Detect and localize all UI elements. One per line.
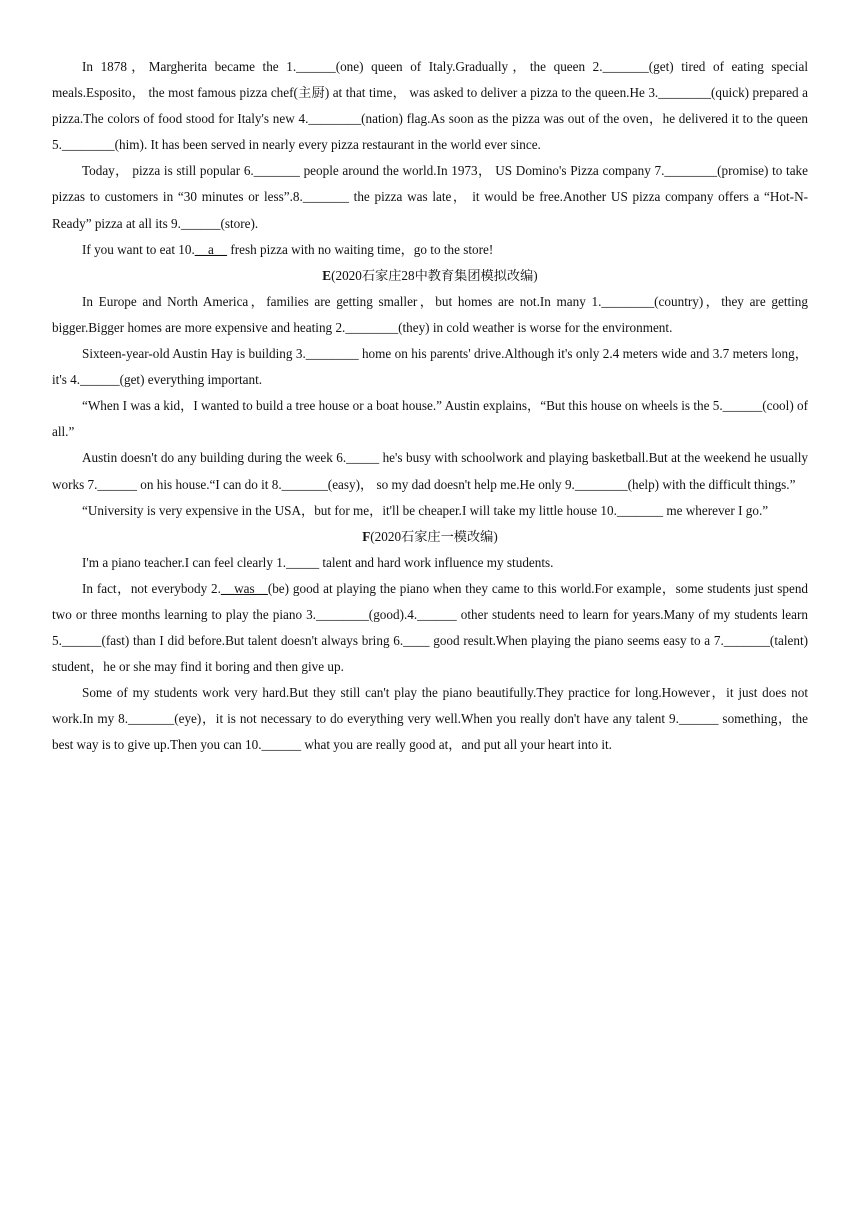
passage-e-letter: E — [322, 267, 332, 283]
passage-e-paragraph-5: “University is very expensive in the USA，but for me，it'll be cheaper.I will take my little house 10._______ me wherever I go.” — [82, 502, 769, 518]
passage-f-paragraph-2 — [52, 576, 808, 680]
passage-e-heading — [52, 263, 808, 289]
passage-e-paragraph-4: Austin doesn't do any building during the week 6._____ he's busy with schoolwork and playing basketball.But at the weekend he usually works 7.______ on his house.“I can do it 8._______(easy)， so my dad doesn't help me.He only 9.________(help) with the difficult things.” — [52, 450, 808, 492]
passage-f-p2-text-after: (be) good at playing the piano when they came to this world.For example，some students just spend two or three months learning to play the piano 3.________(good).4.______ other students need to learn for years.Many of my students learn 5.______(fast) than I did before.But talent doesn't always bring 6.____ good result.When playing the piano seems easy to a 7._______(talent) student，he or she may find it boring and then give up. — [52, 580, 809, 675]
filled-answer-was: __was__ — [220, 580, 268, 596]
passage-e-paragraph-2: Sixteen-year-old Austin Hay is building 3.________ home on his parents' drive.Although it's only 2.4 meters wide and 3.7 meters long，it's 4.______(get) everything important. — [52, 346, 808, 388]
passage-f-paragraph-3: Some of my students work very hard.But they still can't play the piano beautifully.They practice for long.However，it just does not work.In my 8._______(eye)，it is not necessary to do everything very well.When you really don't have any talent 9.______ something，the best way is to give up.Then you can 10.______ what you are really good at，and put all your heart into it. — [52, 685, 808, 753]
passage-d-paragraph-1: In 1878，Margherita became the 1.______(one) queen of Italy.Gradually，the queen 2._______(get) tired of eating special meals.Esposito， the most famous pizza chef(主厨) at that time， was asked to deliver a pizza to the queen.He 3.________(quick) prepared a pizza.The colors of food stood for Italy's new 4.________(nation) flag.As soon as the pizza was out of the oven，he delivered it to the queen 5.________(him). It has been served in nearly every pizza restaurant in the world ever since. — [52, 59, 808, 153]
passage-d-p3-text-after: fresh pizza with no waiting time，go to the store! — [227, 241, 494, 257]
passage-d-paragraph-3 — [52, 237, 808, 263]
passage-e — [52, 263, 808, 524]
passage-f-source: (2020石家庄一模改编) — [370, 528, 498, 544]
passage-d — [52, 54, 808, 263]
passage-e-paragraph-3: “When I was a kid，I wanted to build a tree house or a boat house.” Austin explains，“But this house on wheels is the 5.______(cool) of all.” — [52, 398, 808, 440]
filled-answer-a: __a__ — [194, 241, 228, 257]
passage-d-paragraph-2: Today， pizza is still popular 6._______ people around the world.In 1973， US Domino's Pizza company 7.________(promise) to take pizzas to customers in “30 minutes or less”.8._______ the pizza was late， it would be free.Another US pizza company offers a “Hot-N-Ready” pizza at all its 9.______(store). — [52, 163, 808, 231]
passage-e-source: (2020石家庄28中教育集团模拟改编) — [331, 267, 538, 283]
passage-d-p3-text-before: If you want to eat 10. — [82, 241, 195, 257]
passage-f-paragraph-1: I'm a piano teacher.I can feel clearly 1._____ talent and hard work influence my students. — [82, 554, 554, 570]
passage-f-p2-text-before: In fact，not everybody 2. — [82, 580, 221, 596]
passage-e-paragraph-1: In Europe and North America，families are getting smaller，but homes are not.In many 1.________(country)，they are getting bigger.Bigger homes are more expensive and heating 2.________(they) in cold weather is worse for the environment. — [52, 293, 808, 335]
passage-f-letter: F — [362, 528, 371, 544]
passage-f-heading — [52, 524, 808, 550]
passage-f — [52, 524, 808, 759]
